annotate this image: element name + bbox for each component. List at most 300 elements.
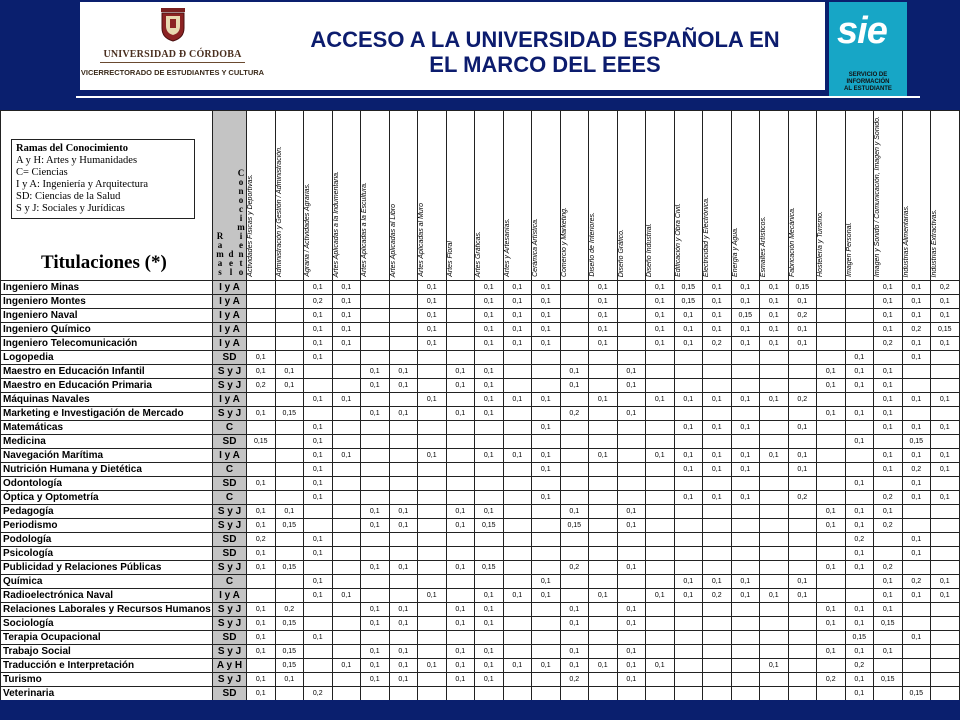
- weight-cell: [817, 281, 846, 295]
- weight-cell: 0,1: [446, 379, 475, 393]
- weight-cell: [560, 547, 589, 561]
- weight-cell: 0,2: [247, 533, 276, 547]
- titulacion-name: Sociología: [1, 617, 213, 631]
- weight-cell: 0,15: [902, 687, 931, 701]
- table-row: [1, 351, 960, 365]
- table-row: [1, 449, 960, 463]
- weight-cell: 0,1: [304, 281, 333, 295]
- weight-cell: 0,1: [646, 309, 675, 323]
- weight-cell: [703, 659, 732, 673]
- weight-cell: [332, 379, 361, 393]
- weight-cell: 0,15: [874, 617, 903, 631]
- rama-cell: S y J: [213, 379, 247, 393]
- weight-cell: 0,1: [247, 547, 276, 561]
- table-row: [1, 491, 960, 505]
- weight-cell: 0,15: [731, 309, 760, 323]
- weight-cell: [902, 561, 931, 575]
- weight-cell: 0,1: [703, 281, 732, 295]
- weight-cell: [418, 533, 447, 547]
- weight-cell: 0,1: [845, 547, 874, 561]
- weight-cell: 0,1: [503, 323, 532, 337]
- weight-cell: [532, 687, 561, 701]
- weight-cell: [247, 393, 276, 407]
- weight-cell: [674, 659, 703, 673]
- weight-cell: [361, 309, 390, 323]
- column-header-label: Artes y Artesanías.: [503, 218, 511, 277]
- weight-cell: [389, 323, 418, 337]
- weight-cell: [674, 519, 703, 533]
- weight-cell: [332, 421, 361, 435]
- titulacion-name: Logopedia: [1, 351, 213, 365]
- weight-cell: 0,1: [902, 309, 931, 323]
- weight-cell: [418, 617, 447, 631]
- column-header-label: Esmaltes Artísticos.: [760, 215, 767, 277]
- university-name: UNIVERSIDAD Ð CÓRDOBA: [103, 49, 242, 60]
- weight-cell: [760, 379, 789, 393]
- column-header: [503, 111, 532, 281]
- weight-cell: 0,2: [902, 463, 931, 477]
- column-header-label: Imagen Personal.: [845, 222, 853, 277]
- weight-cell: [902, 659, 931, 673]
- weight-cell: [247, 309, 276, 323]
- table-row: [1, 659, 960, 673]
- weight-cell: 0,1: [817, 365, 846, 379]
- weight-cell: [646, 617, 675, 631]
- weight-cell: [275, 533, 304, 547]
- weight-cell: 0,1: [902, 533, 931, 547]
- weight-cell: 0,1: [304, 435, 333, 449]
- weight-cell: 0,1: [617, 379, 646, 393]
- weight-cell: [446, 393, 475, 407]
- weight-cell: 0,1: [560, 645, 589, 659]
- weight-cell: [931, 561, 960, 575]
- weight-cell: 0,15: [788, 281, 817, 295]
- weight-cell: 0,1: [902, 337, 931, 351]
- weight-cell: [332, 463, 361, 477]
- weight-cell: 0,1: [589, 309, 618, 323]
- weight-cell: 0,1: [788, 589, 817, 603]
- column-header: [589, 111, 618, 281]
- weight-cell: [845, 575, 874, 589]
- weight-cell: 0,1: [646, 337, 675, 351]
- weight-cell: 0,2: [817, 673, 846, 687]
- rama-cell: SD: [213, 533, 247, 547]
- weight-cell: [902, 519, 931, 533]
- weight-cell: [475, 351, 504, 365]
- rama-cell: SD: [213, 435, 247, 449]
- weight-cell: 0,1: [845, 435, 874, 449]
- weight-cell: 0,1: [902, 281, 931, 295]
- weight-cell: 0,1: [845, 603, 874, 617]
- weight-cell: 0,1: [361, 659, 390, 673]
- weight-cell: [503, 505, 532, 519]
- weight-cell: [446, 337, 475, 351]
- weight-cell: [646, 463, 675, 477]
- weight-cell: [788, 533, 817, 547]
- column-header-label: Energía y Agua.: [731, 227, 739, 277]
- weight-cell: 0,1: [817, 407, 846, 421]
- weight-cell: 0,1: [674, 393, 703, 407]
- weight-cell: 0,1: [532, 421, 561, 435]
- weight-cell: [674, 435, 703, 449]
- weight-cell: [589, 575, 618, 589]
- column-header: [731, 111, 760, 281]
- titulacion-name: Veterinaria: [1, 687, 213, 701]
- weight-cell: [788, 379, 817, 393]
- weight-cell: [247, 295, 276, 309]
- weight-cell: [845, 295, 874, 309]
- weight-cell: 0,1: [845, 673, 874, 687]
- weight-cell: [760, 673, 789, 687]
- weight-cell: [617, 547, 646, 561]
- sie-subtitle: SERVICIO DE INFORMACIÓN AL ESTUDIANTE: [844, 72, 892, 92]
- weight-cell: [703, 533, 732, 547]
- weight-cell: [475, 575, 504, 589]
- weight-cell: 0,1: [332, 281, 361, 295]
- rama-cell: I y A: [213, 337, 247, 351]
- weight-cell: [760, 561, 789, 575]
- weight-cell: 0,1: [475, 505, 504, 519]
- weight-cell: 0,1: [247, 365, 276, 379]
- table-row: [1, 505, 960, 519]
- column-header: [817, 111, 846, 281]
- weight-cell: [617, 463, 646, 477]
- weighting-table: [0, 110, 960, 700]
- weight-cell: 0,1: [617, 519, 646, 533]
- weight-cell: 0,1: [361, 519, 390, 533]
- titulacion-name: Maestro en Educación Infantil: [1, 365, 213, 379]
- weight-cell: [332, 645, 361, 659]
- weight-cell: 0,1: [874, 295, 903, 309]
- legend-heading: Ramas del Conocimiento: [16, 143, 128, 154]
- weight-cell: [731, 505, 760, 519]
- weight-cell: 0,1: [389, 407, 418, 421]
- column-header: [332, 111, 361, 281]
- weight-cell: [532, 351, 561, 365]
- weight-cell: [560, 491, 589, 505]
- legend-box: [11, 139, 195, 219]
- weight-cell: 0,1: [845, 617, 874, 631]
- weight-cell: [275, 323, 304, 337]
- weight-cell: [931, 407, 960, 421]
- weight-cell: [646, 687, 675, 701]
- column-header-label: Actividades Físicas y Deportivas.: [247, 174, 254, 277]
- weight-cell: [475, 421, 504, 435]
- weight-cell: [247, 323, 276, 337]
- titulacion-name: Podología: [1, 533, 213, 547]
- weight-cell: 0,1: [304, 533, 333, 547]
- table-header-row: [1, 111, 960, 281]
- table-row: [1, 603, 960, 617]
- weight-cell: [902, 645, 931, 659]
- weight-cell: 0,1: [503, 337, 532, 351]
- rama-cell: C: [213, 575, 247, 589]
- weight-cell: 0,1: [703, 463, 732, 477]
- titulacion-name: Odontología: [1, 477, 213, 491]
- weight-cell: 0,1: [446, 603, 475, 617]
- column-header-label: Industrias Extractivas.: [931, 208, 938, 277]
- weight-cell: [332, 687, 361, 701]
- weight-cell: [674, 617, 703, 631]
- weight-cell: [646, 421, 675, 435]
- rama-cell: SD: [213, 477, 247, 491]
- weight-cell: [332, 505, 361, 519]
- weight-cell: [617, 687, 646, 701]
- weight-cell: 0,1: [874, 281, 903, 295]
- weight-cell: [560, 449, 589, 463]
- weight-cell: 0,1: [560, 617, 589, 631]
- weight-cell: 0,15: [874, 673, 903, 687]
- rama-cell: I y A: [213, 309, 247, 323]
- titulacion-name: Traducción e Interpretación: [1, 659, 213, 673]
- weight-cell: 0,1: [674, 589, 703, 603]
- table-row: [1, 561, 960, 575]
- weight-cell: [845, 449, 874, 463]
- weight-cell: [731, 407, 760, 421]
- weight-cell: [304, 659, 333, 673]
- titulacion-name: Máquinas Navales: [1, 393, 213, 407]
- rama-cell: I y A: [213, 295, 247, 309]
- weight-cell: [731, 645, 760, 659]
- weight-cell: 0,1: [617, 603, 646, 617]
- weight-cell: 0,1: [617, 645, 646, 659]
- weight-cell: [275, 589, 304, 603]
- weight-cell: [931, 379, 960, 393]
- weight-cell: [389, 351, 418, 365]
- weight-cell: 0,1: [788, 323, 817, 337]
- column-header: [646, 111, 675, 281]
- titulacion-name: Química: [1, 575, 213, 589]
- rama-header-cell: [213, 111, 247, 281]
- weight-cell: [275, 435, 304, 449]
- rama-cell: C: [213, 463, 247, 477]
- weight-cell: [446, 575, 475, 589]
- titulacion-name: Psicología: [1, 547, 213, 561]
- weight-cell: 0,15: [275, 561, 304, 575]
- weight-cell: 0,1: [589, 659, 618, 673]
- weight-cell: [389, 491, 418, 505]
- weight-cell: 0,1: [304, 477, 333, 491]
- column-header: [788, 111, 817, 281]
- weight-cell: 0,1: [247, 687, 276, 701]
- titulacion-name: Marketing e Investigación de Mercado: [1, 407, 213, 421]
- weight-cell: [817, 575, 846, 589]
- weight-cell: 0,1: [874, 463, 903, 477]
- weight-cell: [503, 673, 532, 687]
- weight-cell: [617, 631, 646, 645]
- weight-cell: [275, 449, 304, 463]
- weight-cell: 0,2: [931, 281, 960, 295]
- weight-cell: [931, 533, 960, 547]
- weight-cell: 0,1: [589, 323, 618, 337]
- weight-cell: 0,1: [617, 505, 646, 519]
- weight-cell: [247, 659, 276, 673]
- column-header: [361, 111, 390, 281]
- rama-cell: SD: [213, 631, 247, 645]
- weight-cell: 0,1: [275, 365, 304, 379]
- weight-cell: [674, 477, 703, 491]
- weight-cell: [617, 281, 646, 295]
- weight-cell: [560, 631, 589, 645]
- weight-cell: [589, 421, 618, 435]
- weight-cell: 0,1: [332, 589, 361, 603]
- weight-cell: [845, 309, 874, 323]
- weight-cell: 0,1: [361, 617, 390, 631]
- sie-mark: sie: [837, 10, 887, 52]
- column-header: [304, 111, 333, 281]
- table-row: [1, 617, 960, 631]
- weight-cell: [589, 603, 618, 617]
- rama-cell: SD: [213, 351, 247, 365]
- weight-cell: [845, 281, 874, 295]
- weight-cell: 0,1: [845, 379, 874, 393]
- weight-cell: [503, 533, 532, 547]
- weight-cell: 0,1: [703, 393, 732, 407]
- weight-cell: [617, 393, 646, 407]
- rama-header-conocimiento: C o n o c i m i e n t o: [237, 168, 245, 277]
- column-header-label: Artes Aplicadas al Libro: [389, 203, 397, 277]
- weight-cell: 0,15: [475, 561, 504, 575]
- weight-cell: [418, 365, 447, 379]
- weight-cell: 0,1: [247, 561, 276, 575]
- weight-cell: [817, 477, 846, 491]
- weight-cell: [275, 477, 304, 491]
- weight-cell: [332, 477, 361, 491]
- weight-cell: [731, 603, 760, 617]
- weight-cell: [589, 365, 618, 379]
- weight-cell: 0,1: [418, 659, 447, 673]
- weight-cell: [275, 575, 304, 589]
- weight-cell: 0,1: [446, 645, 475, 659]
- titulacion-name: Ingeniero Telecomunicación: [1, 337, 213, 351]
- weight-cell: [560, 309, 589, 323]
- column-header-label: Diseño Gráfico.: [617, 228, 625, 277]
- weight-cell: 0,1: [902, 589, 931, 603]
- weight-cell: 0,1: [304, 323, 333, 337]
- weight-cell: 0,1: [874, 379, 903, 393]
- column-header: [674, 111, 703, 281]
- weight-cell: [332, 617, 361, 631]
- weight-cell: 0,1: [646, 393, 675, 407]
- weight-cell: 0,1: [532, 281, 561, 295]
- weight-cell: [275, 421, 304, 435]
- rama-cell: S y J: [213, 645, 247, 659]
- weight-cell: [788, 631, 817, 645]
- weight-cell: 0,2: [703, 337, 732, 351]
- weight-cell: [418, 603, 447, 617]
- weight-cell: [760, 519, 789, 533]
- weight-cell: 0,1: [475, 659, 504, 673]
- weight-cell: [247, 337, 276, 351]
- weight-cell: [931, 659, 960, 673]
- weight-cell: [418, 645, 447, 659]
- weight-cell: [446, 435, 475, 449]
- weight-cell: [817, 449, 846, 463]
- weight-cell: [874, 533, 903, 547]
- weight-cell: 0,1: [760, 659, 789, 673]
- weight-cell: [674, 687, 703, 701]
- weight-cell: [931, 351, 960, 365]
- weight-cell: [532, 505, 561, 519]
- table-row: [1, 393, 960, 407]
- weight-cell: 0,1: [874, 603, 903, 617]
- column-header: [931, 111, 960, 281]
- weight-cell: [817, 337, 846, 351]
- weight-cell: 0,1: [532, 491, 561, 505]
- weight-cell: 0,1: [446, 519, 475, 533]
- weight-cell: 0,1: [418, 337, 447, 351]
- weight-cell: 0,1: [275, 673, 304, 687]
- weight-cell: 0,1: [332, 449, 361, 463]
- weight-cell: [446, 687, 475, 701]
- weight-cell: [275, 547, 304, 561]
- weight-cell: 0,1: [247, 519, 276, 533]
- weight-cell: 0,2: [902, 323, 931, 337]
- weight-cell: 0,1: [902, 295, 931, 309]
- weight-cell: 0,1: [304, 449, 333, 463]
- rama-cell: S y J: [213, 673, 247, 687]
- weight-cell: [304, 617, 333, 631]
- weight-cell: 0,1: [332, 323, 361, 337]
- weight-cell: [332, 365, 361, 379]
- weight-cell: [332, 351, 361, 365]
- weight-cell: [646, 533, 675, 547]
- weight-cell: [674, 603, 703, 617]
- weight-cell: [674, 561, 703, 575]
- column-header: [560, 111, 589, 281]
- weight-cell: 0,1: [589, 281, 618, 295]
- weight-cell: [674, 365, 703, 379]
- weight-cell: [503, 519, 532, 533]
- weight-cell: 0,1: [817, 519, 846, 533]
- weight-cell: [817, 533, 846, 547]
- weight-cell: [304, 561, 333, 575]
- rama-cell: I y A: [213, 393, 247, 407]
- weight-cell: [560, 477, 589, 491]
- weight-cell: 0,1: [817, 645, 846, 659]
- rama-cell: SD: [213, 547, 247, 561]
- weight-cell: [731, 617, 760, 631]
- titulacion-name: Pedagogía: [1, 505, 213, 519]
- weight-cell: 0,1: [589, 589, 618, 603]
- weight-cell: [703, 505, 732, 519]
- column-header-label: Comercio y Marketing.: [560, 206, 568, 277]
- weight-cell: [703, 435, 732, 449]
- weight-cell: 0,1: [475, 673, 504, 687]
- weight-cell: [731, 687, 760, 701]
- weight-cell: 0,1: [475, 295, 504, 309]
- table-row: [1, 281, 960, 295]
- weight-cell: [275, 687, 304, 701]
- weight-cell: 0,1: [874, 393, 903, 407]
- weight-cell: [332, 407, 361, 421]
- weight-cell: 0,1: [674, 323, 703, 337]
- weight-cell: [332, 561, 361, 575]
- weight-cell: 0,1: [247, 617, 276, 631]
- weight-cell: [475, 435, 504, 449]
- weight-cell: 0,1: [788, 337, 817, 351]
- weight-cell: 0,1: [646, 589, 675, 603]
- weight-cell: 0,1: [646, 449, 675, 463]
- weight-cell: 0,1: [931, 393, 960, 407]
- weight-cell: 0,1: [389, 505, 418, 519]
- weight-cell: [560, 351, 589, 365]
- weight-cell: [532, 645, 561, 659]
- weight-cell: 0,1: [931, 575, 960, 589]
- weight-cell: 0,2: [902, 575, 931, 589]
- weight-cell: 0,1: [475, 281, 504, 295]
- column-header-label: Imagen y Sonido / Comunicación, Imagen y Sonido.: [874, 115, 881, 277]
